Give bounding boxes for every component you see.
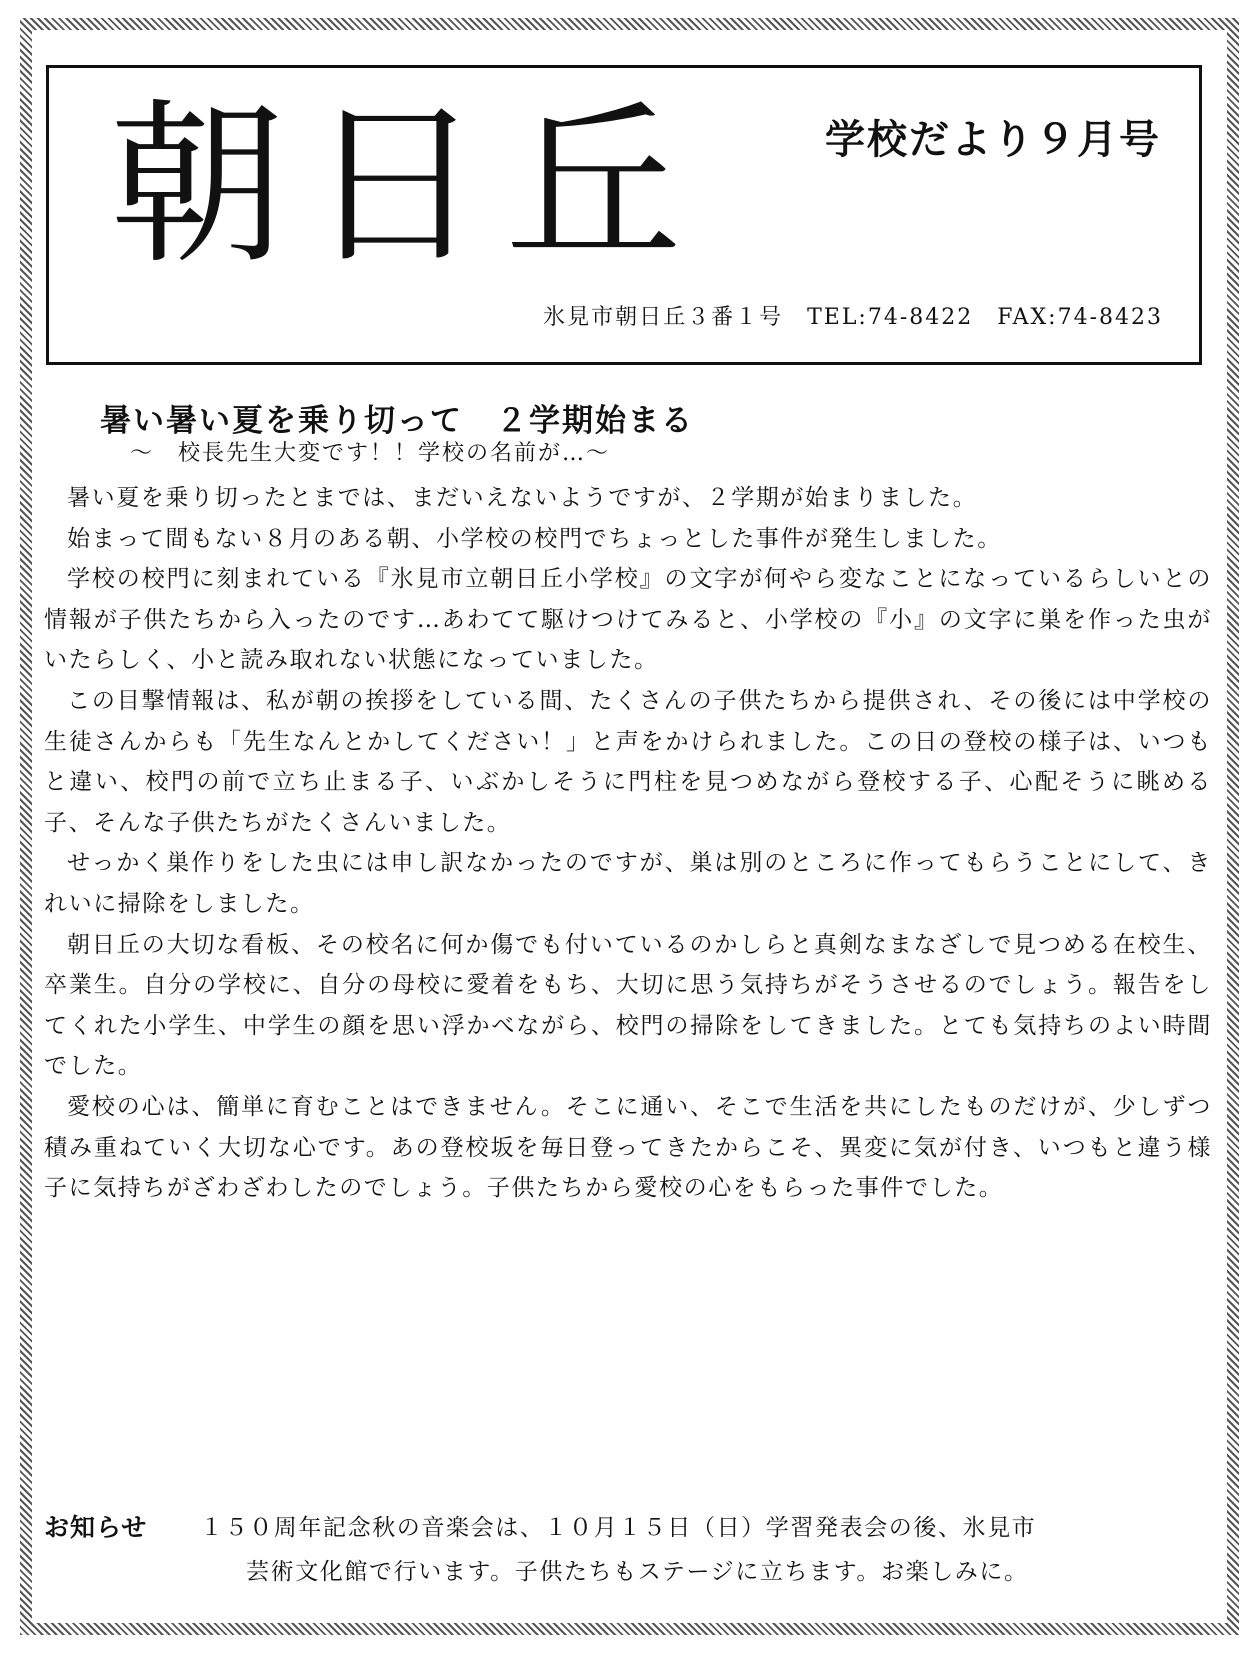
notice-text [200, 1506, 1200, 1594]
article-headline: 暑い暑い夏を乗り切って ２学期始まる [100, 402, 694, 439]
school-address: 氷見市朝日丘３番１号 TEL:74-8422 FAX:74-8423 [543, 305, 1163, 330]
issue-label: 学校だより９月号 [825, 116, 1161, 163]
notice-line-2: 芸術文化館で行います。子供たちもステージに立ちます。お楽しみに。 [246, 1559, 1029, 1585]
newsletter-title: 朝日丘 [109, 83, 704, 288]
paragraph: 朝日丘の大切な看板、その校名に何か傷でも付いているのかしらと真剣なまなざしで見つめる在校生、卒業生。自分の学校に、自分の母校に愛着をもち、大切に思う気持ちがそうさせるのでしょう。報告をしてくれた小学生、中学生の顔を思い浮かべながら、校門の掃除をしてきました。とても気持ちのよい時間でした。 [44, 931, 1212, 1080]
paragraph: この目撃情報は、私が朝の挨拶をしている間、たくさんの子供たちから提供され、その後には中学校の生徒さんからも「先生なんとかしてください！」と声をかけられました。この日の登校の様子は、いつもと違い、校門の前で立ち止まる子、いぶかしそうに門柱を見つめながら登校する子、心配そうに眺める子、そんな子供たちがたくさんいました。 [44, 687, 1212, 836]
article-subheadline: ～ 校長先生大変です！！学校の名前が…～ [130, 441, 611, 466]
paragraph: せっかく巣作りをした虫には申し訳なかったのですが、巣は別のところに作ってもらうことにして、きれいに掃除をしました。 [44, 850, 1212, 917]
paragraph: 暑い夏を乗り切ったとまでは、まだいえないようですが、２学期が始まりました。 [67, 485, 978, 511]
paragraph: 学校の校門に刻まれている『氷見市立朝日丘小学校』の文字が何やら変なことになっているらしいとの情報が子供たちから入ったのです…あわてて駆けつけてみると、小学校の『小』の文字に巣を作った虫がいたらしく、小と読み取れない状態になっていました。 [44, 566, 1212, 674]
paragraph: 始まって間もない８月のある朝、小学校の校門でちょっとした事件が発生しました。 [67, 525, 1002, 552]
paragraph: 愛校の心は、簡単に育むことはできません。そこに通い、そこで生活を共にしたものだけが、少しずつ積み重ねていく大切な心です。あの登校坂を毎日登ってきたからこそ、異変に気が付き、いつもと違う様子に気持ちがざわざわしたのでしょう。子供たちから愛校の心をもらった事件でした。 [44, 1093, 1212, 1202]
masthead [46, 65, 1202, 365]
article-body [44, 478, 1212, 1209]
notice-line-1: １５０周年記念秋の音楽会は、１０月１５日（日）学習発表会の後、氷見市 [200, 1515, 1037, 1541]
notice-label: お知らせ [44, 1513, 148, 1542]
